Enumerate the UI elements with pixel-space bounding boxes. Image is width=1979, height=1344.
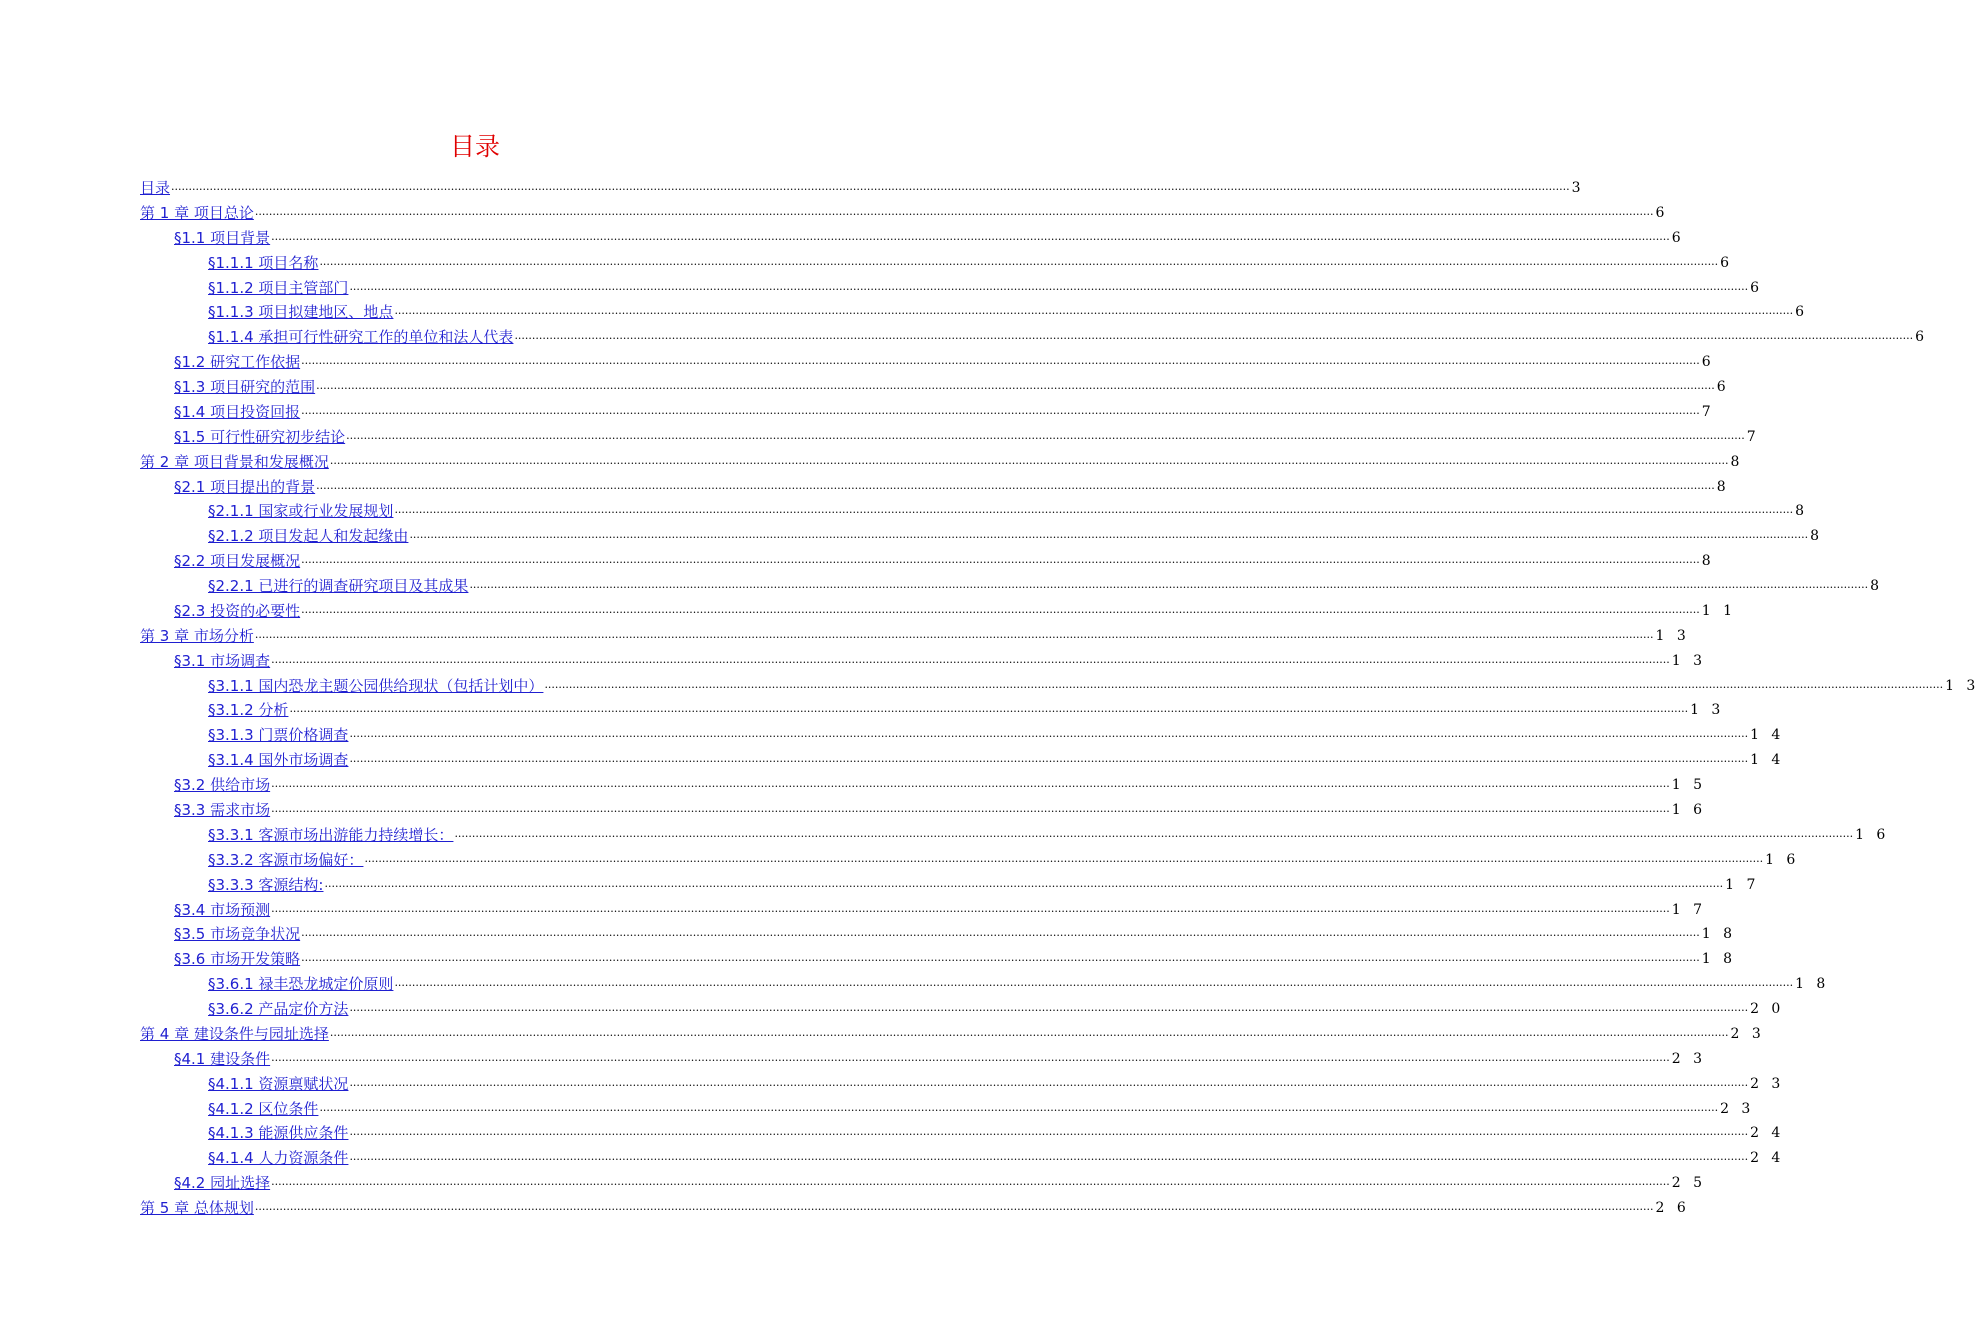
- toc-entry: [140, 1020, 1765, 1044]
- toc-link[interactable]: 第 5 章 总体规划: [140, 1199, 254, 1217]
- toc-entry: [208, 274, 1763, 298]
- toc-entry: [208, 1144, 1785, 1168]
- toc-entry: [174, 224, 1685, 248]
- toc-link[interactable]: §3.6.1 禄丰恐龙城定价原则: [208, 975, 394, 993]
- toc-link[interactable]: 第 1 章 项目总论: [140, 204, 254, 222]
- toc-entry: [174, 473, 1730, 497]
- page-number: 2 0: [1750, 1001, 1785, 1017]
- toc-link[interactable]: §3.1.4 国外市场调查: [208, 751, 349, 769]
- dot-leader: ................................................................................................................................................................................................................................................................................................................................................................................................................: [349, 752, 1749, 765]
- dot-leader: ................................................................................................................................................................................................................................................................................................................................................................................................................: [364, 852, 1764, 865]
- page-number: 2 5: [1671, 1175, 1707, 1191]
- page-number: 8: [1795, 503, 1808, 519]
- page-number: 1 4: [1750, 727, 1785, 743]
- page-number: 8: [1870, 578, 1883, 594]
- toc-entry: [208, 298, 1808, 322]
- toc-entry: [174, 348, 1715, 372]
- toc-link[interactable]: §1.2 研究工作依据: [174, 353, 301, 371]
- page-number: 6: [1655, 205, 1669, 221]
- page-number: 1 3: [1671, 653, 1707, 669]
- toc-link[interactable]: §3.1.3 门票价格调查: [208, 726, 349, 744]
- toc-link[interactable]: §2.2.1 已进行的调查研究项目及其成果: [208, 577, 469, 595]
- toc-link[interactable]: §3.3.1 客源市场出游能力持续增长：: [208, 826, 454, 844]
- toc-link[interactable]: §2.1.2 项目发起人和发起缘由: [208, 527, 409, 545]
- dot-leader: ................................................................................................................................................................................................................................................................................................................................................................................................................: [316, 479, 1715, 492]
- page-number: 1 1: [1701, 603, 1737, 619]
- toc-entry: [174, 896, 1707, 920]
- toc-link[interactable]: §3.1.2 分析: [208, 701, 289, 719]
- toc-link[interactable]: §3.2 供给市场: [174, 776, 271, 794]
- toc-entry: [140, 448, 1744, 472]
- toc-entry: [140, 622, 1690, 646]
- dot-leader: ................................................................................................................................................................................................................................................................................................................................................................................................................: [349, 1076, 1749, 1089]
- toc-link[interactable]: §4.1 建设条件: [174, 1050, 271, 1068]
- toc-entry: [208, 323, 1928, 347]
- toc-link[interactable]: §4.1.1 资源禀赋状况: [208, 1075, 349, 1093]
- toc-entry: [208, 497, 1808, 521]
- dot-leader: ................................................................................................................................................................................................................................................................................................................................................................................................................: [301, 926, 1700, 939]
- toc-link[interactable]: §2.1 项目提出的背景: [174, 478, 316, 496]
- page-number: 1 4: [1750, 752, 1785, 768]
- page-number: 8: [1730, 454, 1744, 470]
- page-number: 2 4: [1750, 1125, 1785, 1141]
- page-number: 1 5: [1671, 777, 1707, 793]
- toc-link[interactable]: §2.3 投资的必要性: [174, 602, 301, 620]
- dot-leader: ................................................................................................................................................................................................................................................................................................................................................................................................................: [349, 1150, 1749, 1163]
- dot-leader: ................................................................................................................................................................................................................................................................................................................................................................................................................: [271, 802, 1670, 815]
- toc-link[interactable]: §3.6.2 产品定价方法: [208, 1000, 349, 1018]
- dot-leader: ................................................................................................................................................................................................................................................................................................................................................................................................................: [394, 304, 1794, 317]
- toc-entry: [174, 398, 1715, 422]
- page-number: 2 3: [1720, 1101, 1755, 1117]
- dot-leader: ................................................................................................................................................................................................................................................................................................................................................................................................................: [454, 827, 1854, 840]
- toc-entry: [208, 721, 1785, 745]
- toc-link[interactable]: §3.1 市场调查: [174, 652, 271, 670]
- page-number: 2 3: [1671, 1051, 1707, 1067]
- page-number: 2 3: [1750, 1076, 1785, 1092]
- dot-leader: ................................................................................................................................................................................................................................................................................................................................................................................................................: [329, 454, 1729, 467]
- toc-link[interactable]: §4.1.2 区位条件: [208, 1100, 319, 1118]
- toc-link[interactable]: §3.5 市场竞争状况: [174, 925, 301, 943]
- dot-leader: ................................................................................................................................................................................................................................................................................................................................................................................................................: [171, 180, 1570, 193]
- page-number: 2 6: [1655, 1200, 1690, 1216]
- page-number: 7: [1746, 429, 1760, 445]
- dot-leader: ................................................................................................................................................................................................................................................................................................................................................................................................................: [271, 653, 1670, 666]
- toc-link[interactable]: §3.1.1 国内恐龙主题公园供给现状（包括计划中）: [208, 677, 544, 695]
- dot-leader: ................................................................................................................................................................................................................................................................................................................................................................................................................: [271, 902, 1670, 915]
- page-number: 1 8: [1701, 951, 1737, 967]
- toc-entry: [174, 423, 1760, 447]
- dot-leader: ................................................................................................................................................................................................................................................................................................................................................................................................................: [254, 1200, 1654, 1213]
- page-number: 2 3: [1730, 1026, 1765, 1042]
- toc-link[interactable]: 第 2 章 项目背景和发展概况: [140, 453, 329, 471]
- toc-entry: [140, 1194, 1690, 1218]
- page-number: 8: [1810, 528, 1823, 544]
- toc-entry: [174, 547, 1715, 571]
- page-number: 6: [1795, 304, 1808, 320]
- page-number: 6: [1750, 280, 1763, 296]
- toc-entry: [174, 1169, 1707, 1193]
- page-number: 6: [1915, 329, 1928, 345]
- toc-entry: [174, 597, 1737, 621]
- dot-leader: ................................................................................................................................................................................................................................................................................................................................................................................................................: [324, 877, 1724, 890]
- toc-entry: [174, 647, 1707, 671]
- page-number: 1 6: [1765, 852, 1800, 868]
- page-number: 3: [1571, 180, 1585, 196]
- toc-entry: [208, 1119, 1785, 1143]
- toc-entry: [208, 1070, 1785, 1094]
- dot-leader: ................................................................................................................................................................................................................................................................................................................................................................................................................: [319, 1101, 1719, 1114]
- toc-entry: [174, 920, 1737, 944]
- toc-entry: [208, 995, 1785, 1019]
- toc-link[interactable]: §1.5 可行性研究初步结论: [174, 428, 346, 446]
- page-title: 目录: [449, 132, 500, 161]
- toc-link[interactable]: 第 4 章 建设条件与园址选择: [140, 1025, 329, 1043]
- dot-leader: ................................................................................................................................................................................................................................................................................................................................................................................................................: [349, 1125, 1749, 1138]
- dot-leader: ................................................................................................................................................................................................................................................................................................................................................................................................................: [409, 528, 1809, 541]
- page-number: 1 8: [1795, 976, 1830, 992]
- dot-leader: ................................................................................................................................................................................................................................................................................................................................................................................................................: [271, 230, 1670, 243]
- dot-leader: ................................................................................................................................................................................................................................................................................................................................................................................................................: [301, 951, 1700, 964]
- toc-entry: [208, 871, 1760, 895]
- dot-leader: ................................................................................................................................................................................................................................................................................................................................................................................................................: [301, 354, 1700, 367]
- page-number: 6: [1716, 379, 1730, 395]
- toc-entry: [174, 945, 1737, 969]
- toc-link[interactable]: §1.1.2 项目主管部门: [208, 279, 349, 297]
- page-number: 1 7: [1725, 877, 1760, 893]
- dot-leader: ................................................................................................................................................................................................................................................................................................................................................................................................................: [289, 702, 1689, 715]
- toc-entry: [208, 522, 1823, 546]
- dot-leader: ................................................................................................................................................................................................................................................................................................................................................................................................................: [514, 329, 1914, 342]
- toc-link[interactable]: §2.1.1 国家或行业发展规划: [208, 502, 394, 520]
- dot-leader: ................................................................................................................................................................................................................................................................................................................................................................................................................: [301, 553, 1700, 566]
- dot-leader: ................................................................................................................................................................................................................................................................................................................................................................................................................: [271, 1051, 1670, 1064]
- dot-leader: ................................................................................................................................................................................................................................................................................................................................................................................................................: [349, 1001, 1749, 1014]
- dot-leader: ................................................................................................................................................................................................................................................................................................................................................................................................................: [271, 1175, 1670, 1188]
- dot-leader: ................................................................................................................................................................................................................................................................................................................................................................................................................: [271, 777, 1670, 790]
- toc-entry: [174, 1045, 1707, 1069]
- dot-leader: ................................................................................................................................................................................................................................................................................................................................................................................................................: [301, 404, 1700, 417]
- page-number: 1 3: [1690, 702, 1725, 718]
- dot-leader: ................................................................................................................................................................................................................................................................................................................................................................................................................: [254, 628, 1654, 641]
- dot-leader: ................................................................................................................................................................................................................................................................................................................................................................................................................: [329, 1026, 1729, 1039]
- toc-entry: [174, 373, 1730, 397]
- dot-leader: ................................................................................................................................................................................................................................................................................................................................................................................................................: [394, 503, 1794, 516]
- toc-entry: [208, 821, 1890, 845]
- dot-leader: ................................................................................................................................................................................................................................................................................................................................................................................................................: [319, 255, 1719, 268]
- toc-link[interactable]: §1.4 项目投资回报: [174, 403, 301, 421]
- toc-link[interactable]: §3.3.2 客源市场偏好：: [208, 851, 364, 869]
- toc-link[interactable]: §1.1.3 项目拟建地区、地点: [208, 303, 394, 321]
- page-number: 1 3: [1655, 628, 1690, 644]
- toc-entry: [208, 249, 1733, 273]
- toc-link[interactable]: §3.6 市场开发策略: [174, 950, 301, 968]
- toc-link[interactable]: §4.1.3 能源供应条件: [208, 1124, 349, 1142]
- dot-leader: ................................................................................................................................................................................................................................................................................................................................................................................................................: [469, 578, 1869, 591]
- page-number: 6: [1720, 255, 1733, 271]
- toc-entry: [208, 746, 1785, 770]
- toc-entry: [140, 199, 1669, 223]
- toc-link[interactable]: §3.3 需求市场: [174, 801, 271, 819]
- toc-entry: [140, 174, 1585, 198]
- toc-entry: [208, 846, 1800, 870]
- page-number: 1 7: [1671, 902, 1707, 918]
- toc-link[interactable]: §1.1.1 项目名称: [208, 254, 319, 272]
- page-number: 2 4: [1750, 1150, 1785, 1166]
- dot-leader: ................................................................................................................................................................................................................................................................................................................................................................................................................: [394, 976, 1794, 989]
- toc-entry: [208, 970, 1830, 994]
- toc-link[interactable]: §1.1.4 承担可行性研究工作的单位和法人代表: [208, 328, 514, 346]
- toc-link[interactable]: §1.3 项目研究的范围: [174, 378, 316, 396]
- dot-leader: ................................................................................................................................................................................................................................................................................................................................................................................................................: [254, 205, 1654, 218]
- page-number: 1 8: [1701, 926, 1737, 942]
- dot-leader: ................................................................................................................................................................................................................................................................................................................................................................................................................: [316, 379, 1715, 392]
- page-number: 8: [1701, 553, 1715, 569]
- page-number: 1 6: [1855, 827, 1890, 843]
- toc-entry: [208, 696, 1725, 720]
- dot-leader: ................................................................................................................................................................................................................................................................................................................................................................................................................: [301, 603, 1700, 616]
- toc-link[interactable]: §2.2 项目发展概况: [174, 552, 301, 570]
- dot-leader: ................................................................................................................................................................................................................................................................................................................................................................................................................: [346, 429, 1745, 442]
- toc-link[interactable]: §3.4 市场预测: [174, 901, 271, 919]
- dot-leader: ................................................................................................................................................................................................................................................................................................................................................................................................................: [544, 678, 1944, 691]
- toc-link[interactable]: 第 3 章 市场分析: [140, 627, 254, 645]
- toc-link[interactable]: §4.1.4 人力资源条件: [208, 1149, 349, 1167]
- toc-entry: [174, 796, 1707, 820]
- toc-link[interactable]: §1.1 项目背景: [174, 229, 271, 247]
- page-number: 6: [1701, 354, 1715, 370]
- page-number: 6: [1671, 230, 1685, 246]
- toc-link[interactable]: §3.3.3 客源结构:: [208, 876, 324, 894]
- toc-entry: [208, 572, 1883, 596]
- toc-link[interactable]: §4.2 园址选择: [174, 1174, 271, 1192]
- toc-entry: [208, 1095, 1755, 1119]
- page-number: 7: [1701, 404, 1715, 420]
- page-number: 1 3: [1945, 678, 1979, 694]
- page-number: 8: [1716, 479, 1730, 495]
- toc-entry: [174, 771, 1707, 795]
- dot-leader: ................................................................................................................................................................................................................................................................................................................................................................................................................: [349, 280, 1749, 293]
- page-number: 1 6: [1671, 802, 1707, 818]
- toc-entry: [208, 672, 1979, 696]
- toc-link[interactable]: 目录: [140, 179, 171, 197]
- dot-leader: ................................................................................................................................................................................................................................................................................................................................................................................................................: [349, 727, 1749, 740]
